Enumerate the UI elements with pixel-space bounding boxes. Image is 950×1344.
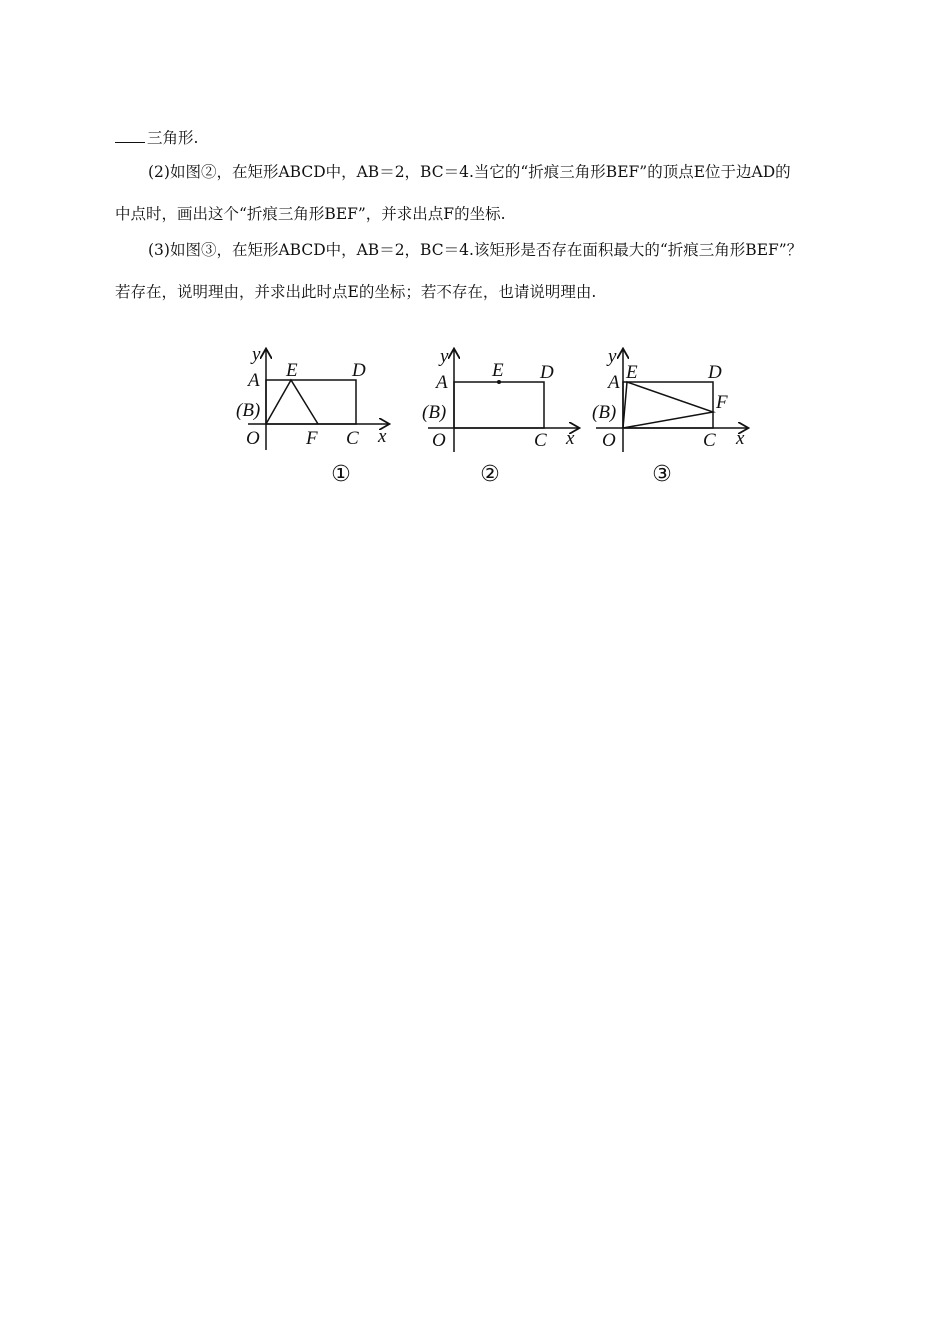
line-4: (3)如图③，在矩形ABCD中，AB＝2，BC＝4.该矩形是否存在面积最大的“折痕三角形BEF”？: [148, 241, 803, 259]
label-y: y: [608, 346, 617, 367]
label-e: E: [492, 360, 504, 381]
line-2: (2)如图②，在矩形ABCD中，AB＝2，BC＝4.当它的“折痕三角形BEF”的顶点E位于边AD的: [148, 163, 791, 181]
figure-2-svg: [418, 340, 588, 460]
caption-2: ②: [480, 462, 500, 487]
figure-3-svg: [590, 340, 760, 460]
label-x: x: [378, 426, 387, 447]
label-c: C: [346, 428, 359, 449]
rectangle-abcd: [266, 380, 356, 424]
label-d: D: [352, 360, 366, 381]
label-a: A: [248, 370, 260, 391]
label-b: (B): [592, 402, 617, 423]
label-o: O: [432, 430, 446, 451]
figure-1: [230, 340, 400, 464]
label-x: x: [566, 428, 575, 449]
line-3: 中点时，画出这个“折痕三角形BEF”，并求出点F的坐标.: [115, 205, 506, 223]
label-c: C: [534, 430, 547, 451]
triangle-bef: [623, 382, 713, 428]
label-c: C: [703, 430, 716, 451]
label-y: y: [252, 344, 261, 365]
label-b: (B): [236, 400, 261, 421]
caption-1: ①: [331, 462, 351, 487]
triangle-bef: [266, 380, 318, 424]
label-o: O: [602, 430, 616, 451]
label-e: E: [626, 362, 638, 383]
figure-1-svg: [230, 340, 400, 460]
caption-3: ③: [652, 462, 672, 487]
label-f: F: [306, 428, 318, 449]
label-d: D: [708, 362, 722, 383]
label-o: O: [246, 428, 260, 449]
line-5: 若存在，说明理由，并求出此时点E的坐标；若不存在，也请说明理由.: [115, 283, 597, 301]
line-1-text: 三角形.: [147, 129, 199, 147]
label-e: E: [286, 360, 298, 381]
label-b: (B): [422, 402, 447, 423]
label-x: x: [736, 428, 745, 449]
rectangle-abcd: [454, 382, 544, 428]
answer-blank: [115, 130, 145, 143]
label-y: y: [440, 346, 449, 367]
figure-2: [418, 340, 588, 464]
label-a: A: [436, 372, 448, 393]
label-f: F: [716, 392, 728, 413]
label-a: A: [608, 372, 620, 393]
rectangle-abcd: [623, 382, 713, 428]
label-d: D: [540, 362, 554, 383]
line-1: [115, 128, 840, 148]
figure-3: [590, 340, 760, 464]
